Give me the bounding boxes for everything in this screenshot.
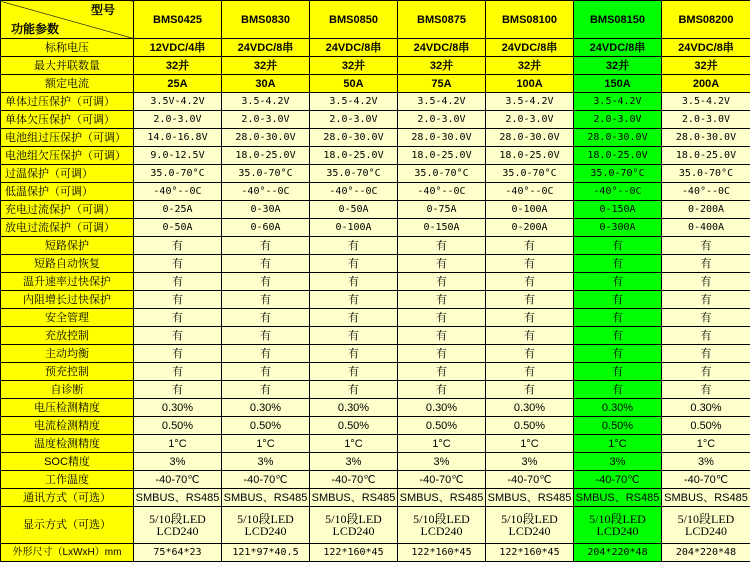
table-row: [1, 471, 750, 489]
table-cell: 有: [222, 291, 310, 309]
display-option-lcd: LCD240: [662, 525, 750, 537]
table-cell: 1°C: [222, 435, 310, 453]
table-cell: 有: [662, 309, 750, 327]
table-cell: [574, 507, 662, 544]
table-row: [1, 363, 750, 381]
table-cell: 1°C: [486, 435, 574, 453]
table-cell: 0-100A: [310, 219, 398, 237]
table-cell: 3.5-4.2V: [222, 93, 310, 111]
table-cell: 0.50%: [398, 417, 486, 435]
table-cell: SMBUS、RS485: [662, 489, 750, 507]
table-cell: 2.0-3.0V: [134, 111, 222, 129]
row-label: 内阻增长过快保护: [1, 291, 134, 309]
model-header: BMS0850: [310, 1, 398, 39]
table-cell: 1°C: [310, 435, 398, 453]
model-header: BMS0830: [222, 1, 310, 39]
table-cell: 32并: [398, 57, 486, 75]
table-row: [1, 237, 750, 255]
display-option-led: 5/10段LED: [222, 513, 309, 525]
table-cell: 0.30%: [662, 399, 750, 417]
model-header: BMS0425: [134, 1, 222, 39]
model-label: 型号: [91, 4, 115, 16]
row-label: 外形尺寸（LxWxH）mm: [1, 544, 134, 562]
display-option-lcd: LCD240: [486, 525, 573, 537]
table-cell: 35.0-70°C: [134, 165, 222, 183]
row-label: 工作温度: [1, 471, 134, 489]
model-header: BMS0875: [398, 1, 486, 39]
table-cell: 28.0-30.0V: [222, 129, 310, 147]
table-cell: 有: [222, 309, 310, 327]
table-cell: 32并: [662, 57, 750, 75]
row-label: 最大并联数量: [1, 57, 134, 75]
table-cell: 24VDC/8串: [486, 39, 574, 57]
table-cell: 有: [662, 237, 750, 255]
table-cell: 50A: [310, 75, 398, 93]
table-cell: 有: [662, 345, 750, 363]
table-cell: 有: [222, 345, 310, 363]
table-cell: 0-200A: [662, 201, 750, 219]
table-cell: 18.0-25.0V: [574, 147, 662, 165]
table-cell: 14.0-16.8V: [134, 129, 222, 147]
table-cell: 有: [134, 237, 222, 255]
table-cell: 0.30%: [310, 399, 398, 417]
table-cell: 有: [310, 237, 398, 255]
table-cell: 18.0-25.0V: [398, 147, 486, 165]
table-cell: 25A: [134, 75, 222, 93]
table-cell: 18.0-25.0V: [310, 147, 398, 165]
table-row: [1, 129, 750, 147]
display-option-led: 5/10段LED: [398, 513, 485, 525]
table-cell: 32并: [134, 57, 222, 75]
table-cell: 有: [134, 309, 222, 327]
table-cell: 24VDC/8串: [310, 39, 398, 57]
table-cell: 3%: [222, 453, 310, 471]
table-cell: 0.50%: [574, 417, 662, 435]
table-cell: 35.0-70°C: [222, 165, 310, 183]
table-cell: 75A: [398, 75, 486, 93]
row-label: 温度检测精度: [1, 435, 134, 453]
table-cell: 35.0-70°C: [310, 165, 398, 183]
row-label: 放电过流保护（可调）: [1, 219, 134, 237]
table-cell: 0-75A: [398, 201, 486, 219]
table-cell: 0-400A: [662, 219, 750, 237]
table-cell: 9.0-12.5V: [134, 147, 222, 165]
header-row: [1, 1, 750, 39]
table-cell: 有: [222, 363, 310, 381]
display-option-led: 5/10段LED: [134, 513, 221, 525]
table-row: [1, 345, 750, 363]
table-row: [1, 93, 750, 111]
table-cell: -40°--0C: [398, 183, 486, 201]
table-cell: 有: [310, 381, 398, 399]
table-cell: -40°--0C: [222, 183, 310, 201]
table-cell: SMBUS、RS485: [222, 489, 310, 507]
row-label: 短路自动恢复: [1, 255, 134, 273]
table-cell: 有: [222, 327, 310, 345]
model-header: BMS08200: [662, 1, 750, 39]
row-label: 电池组欠压保护（可调）: [1, 147, 134, 165]
table-cell: 122*160*45: [398, 544, 486, 562]
table-cell: 28.0-30.0V: [398, 129, 486, 147]
table-cell: 24VDC/8串: [222, 39, 310, 57]
table-row: [1, 39, 750, 57]
table-cell: 有: [398, 237, 486, 255]
table-cell: 有: [574, 381, 662, 399]
table-row: [1, 309, 750, 327]
table-cell: 2.0-3.0V: [486, 111, 574, 129]
table-cell: 0.50%: [662, 417, 750, 435]
row-label: 电流检测精度: [1, 417, 134, 435]
table-cell: SMBUS、RS485: [574, 489, 662, 507]
table-cell: SMBUS、RS485: [486, 489, 574, 507]
row-label: 电池组过压保护（可调）: [1, 129, 134, 147]
table-row: [1, 489, 750, 507]
table-cell: 有: [486, 291, 574, 309]
table-cell: 1°C: [574, 435, 662, 453]
table-cell: 2.0-3.0V: [574, 111, 662, 129]
table-row: [1, 327, 750, 345]
row-label: 充放控制: [1, 327, 134, 345]
table-cell: -40-70℃: [222, 471, 310, 489]
table-cell: 0.30%: [574, 399, 662, 417]
table-cell: 有: [310, 273, 398, 291]
table-cell: 0.30%: [222, 399, 310, 417]
display-option-led: 5/10段LED: [310, 513, 397, 525]
table-cell: 28.0-30.0V: [662, 129, 750, 147]
table-cell: SMBUS、RS485: [398, 489, 486, 507]
table-cell: SMBUS、RS485: [310, 489, 398, 507]
table-cell: 3.5-4.2V: [398, 93, 486, 111]
table-cell: 18.0-25.0V: [222, 147, 310, 165]
table-cell: 有: [574, 309, 662, 327]
table-cell: 有: [486, 381, 574, 399]
table-cell: [134, 507, 222, 544]
display-option-lcd: LCD240: [134, 525, 221, 537]
table-cell: 有: [398, 363, 486, 381]
table-cell: 200A: [662, 75, 750, 93]
row-label: 预充控制: [1, 363, 134, 381]
display-row: [1, 507, 750, 544]
row-label: SOC精度: [1, 453, 134, 471]
table-row: [1, 111, 750, 129]
row-label: 通讯方式（可选）: [1, 489, 134, 507]
row-label: 电压检测精度: [1, 399, 134, 417]
table-cell: 有: [486, 309, 574, 327]
table-cell: 1°C: [662, 435, 750, 453]
table-row: [1, 75, 750, 93]
table-cell: 0-50A: [134, 219, 222, 237]
size-row: [1, 544, 750, 562]
table-cell: [662, 507, 750, 544]
table-cell: 有: [134, 255, 222, 273]
table-cell: SMBUS、RS485: [134, 489, 222, 507]
table-cell: 28.0-30.0V: [574, 129, 662, 147]
table-cell: 有: [310, 345, 398, 363]
table-cell: -40°--0C: [134, 183, 222, 201]
row-label: 充电过流保护（可调）: [1, 201, 134, 219]
table-cell: 有: [662, 291, 750, 309]
table-row: [1, 147, 750, 165]
table-cell: 有: [574, 291, 662, 309]
table-cell: 35.0-70°C: [662, 165, 750, 183]
table-cell: 18.0-25.0V: [486, 147, 574, 165]
table-cell: 有: [398, 327, 486, 345]
table-cell: 0.50%: [222, 417, 310, 435]
table-cell: 1°C: [398, 435, 486, 453]
table-cell: [398, 507, 486, 544]
table-cell: 有: [486, 237, 574, 255]
table-cell: 3.5-4.2V: [662, 93, 750, 111]
table-cell: -40-70℃: [486, 471, 574, 489]
table-cell: 有: [398, 345, 486, 363]
table-cell: 2.0-3.0V: [310, 111, 398, 129]
table-cell: 12VDC/4串: [134, 39, 222, 57]
table-cell: 0.30%: [398, 399, 486, 417]
table-cell: 0-150A: [398, 219, 486, 237]
table-row: [1, 165, 750, 183]
display-option-led: 5/10段LED: [662, 513, 750, 525]
table-cell: 有: [134, 345, 222, 363]
table-cell: -40-70℃: [398, 471, 486, 489]
row-label: 温升速率过快保护: [1, 273, 134, 291]
table-row: [1, 291, 750, 309]
table-row: [1, 417, 750, 435]
table-cell: -40°--0C: [310, 183, 398, 201]
table-cell: 0.50%: [134, 417, 222, 435]
table-row: [1, 201, 750, 219]
table-cell: 0-200A: [486, 219, 574, 237]
table-cell: 35.0-70°C: [574, 165, 662, 183]
table-row: [1, 273, 750, 291]
display-option-led: 5/10段LED: [486, 513, 573, 525]
table-cell: 有: [398, 255, 486, 273]
table-cell: [310, 507, 398, 544]
table-cell: 18.0-25.0V: [662, 147, 750, 165]
table-cell: 有: [134, 273, 222, 291]
table-cell: 35.0-70°C: [398, 165, 486, 183]
table-cell: 0.50%: [486, 417, 574, 435]
table-cell: 24VDC/8串: [398, 39, 486, 57]
table-cell: 0.30%: [134, 399, 222, 417]
table-cell: 32并: [310, 57, 398, 75]
display-option-lcd: LCD240: [574, 525, 661, 537]
table-cell: 有: [662, 273, 750, 291]
parameter-label: 功能参数: [11, 23, 59, 35]
table-cell: 有: [310, 327, 398, 345]
table-cell: -40-70℃: [134, 471, 222, 489]
table-cell: 122*160*45: [486, 544, 574, 562]
table-cell: 24VDC/8串: [574, 39, 662, 57]
table-cell: 28.0-30.0V: [310, 129, 398, 147]
row-label: 自诊断: [1, 381, 134, 399]
table-cell: 有: [134, 291, 222, 309]
table-cell: 3%: [134, 453, 222, 471]
table-cell: 2.0-3.0V: [222, 111, 310, 129]
table-cell: 有: [310, 363, 398, 381]
table-cell: 有: [398, 381, 486, 399]
display-option-led: 5/10段LED: [574, 513, 661, 525]
table-cell: -40-70℃: [662, 471, 750, 489]
table-cell: -40°--0C: [574, 183, 662, 201]
table-cell: 204*220*48: [574, 544, 662, 562]
table-cell: 35.0-70°C: [486, 165, 574, 183]
table-cell: 3%: [574, 453, 662, 471]
table-cell: 有: [134, 363, 222, 381]
table-cell: [222, 507, 310, 544]
display-option-lcd: LCD240: [398, 525, 485, 537]
table-cell: 有: [486, 327, 574, 345]
table-cell: 有: [486, 363, 574, 381]
table-cell: 有: [134, 327, 222, 345]
display-option-lcd: LCD240: [310, 525, 397, 537]
row-label: 主动均衡: [1, 345, 134, 363]
table-cell: 有: [662, 327, 750, 345]
table-row: [1, 399, 750, 417]
row-label: 标称电压: [1, 39, 134, 57]
table-cell: 122*160*45: [310, 544, 398, 562]
table-cell: 0.50%: [310, 417, 398, 435]
table-cell: 3%: [486, 453, 574, 471]
table-cell: -40-70℃: [310, 471, 398, 489]
table-cell: 24VDC/8串: [662, 39, 750, 57]
model-header: BMS08150: [574, 1, 662, 39]
table-cell: 有: [486, 255, 574, 273]
table-row: [1, 57, 750, 75]
table-cell: 有: [574, 327, 662, 345]
table-cell: 3%: [398, 453, 486, 471]
table-cell: 75*64*23: [134, 544, 222, 562]
table-cell: 1°C: [134, 435, 222, 453]
row-label: 低温保护（可调）: [1, 183, 134, 201]
table-cell: 有: [486, 273, 574, 291]
table-row: [1, 381, 750, 399]
row-label: 显示方式（可选）: [1, 507, 134, 544]
table-cell: 3%: [310, 453, 398, 471]
table-cell: 有: [310, 309, 398, 327]
table-cell: 有: [662, 255, 750, 273]
table-cell: 30A: [222, 75, 310, 93]
table-cell: 204*220*48: [662, 544, 750, 562]
table-cell: [486, 507, 574, 544]
row-label: 过温保护（可调）: [1, 165, 134, 183]
table-cell: 有: [310, 255, 398, 273]
table-cell: 0.30%: [486, 399, 574, 417]
table-cell: 0-25A: [134, 201, 222, 219]
display-option-lcd: LCD240: [222, 525, 309, 537]
table-row: [1, 435, 750, 453]
table-cell: 0-300A: [574, 219, 662, 237]
table-cell: 有: [222, 255, 310, 273]
table-cell: 0-50A: [310, 201, 398, 219]
table-cell: 32并: [222, 57, 310, 75]
table-cell: 3.5-4.2V: [310, 93, 398, 111]
table-cell: 0-100A: [486, 201, 574, 219]
row-label: 单体欠压保护（可调）: [1, 111, 134, 129]
table-cell: 有: [574, 345, 662, 363]
table-cell: 3.5-4.2V: [574, 93, 662, 111]
table-cell: -40°--0C: [486, 183, 574, 201]
table-cell: 121*97*40.5: [222, 544, 310, 562]
model-header: BMS08100: [486, 1, 574, 39]
table-cell: 有: [222, 381, 310, 399]
table-cell: 有: [486, 345, 574, 363]
table-cell: 0-60A: [222, 219, 310, 237]
table-cell: 28.0-30.0V: [486, 129, 574, 147]
table-cell: -40°--0C: [662, 183, 750, 201]
table-row: [1, 255, 750, 273]
row-label: 安全管理: [1, 309, 134, 327]
table-cell: 0-30A: [222, 201, 310, 219]
table-cell: 有: [574, 273, 662, 291]
table-cell: 有: [574, 255, 662, 273]
table-cell: 有: [574, 237, 662, 255]
table-cell: 2.0-3.0V: [398, 111, 486, 129]
table-cell: 有: [574, 363, 662, 381]
table-cell: 有: [310, 291, 398, 309]
table-cell: 有: [398, 273, 486, 291]
table-cell: 有: [662, 363, 750, 381]
table-cell: 100A: [486, 75, 574, 93]
table-cell: 有: [398, 291, 486, 309]
row-label: 单体过压保护（可调）: [1, 93, 134, 111]
table-cell: 150A: [574, 75, 662, 93]
table-row: [1, 453, 750, 471]
table-cell: 32并: [574, 57, 662, 75]
table-cell: 有: [134, 381, 222, 399]
table-cell: 2.0-3.0V: [662, 111, 750, 129]
row-label: 额定电流: [1, 75, 134, 93]
table-cell: 3.5-4.2V: [486, 93, 574, 111]
table-cell: 32并: [486, 57, 574, 75]
table-cell: 有: [222, 273, 310, 291]
table-cell: 3%: [662, 453, 750, 471]
table-cell: 有: [662, 381, 750, 399]
corner-cell: [1, 1, 134, 39]
table-cell: -40-70℃: [574, 471, 662, 489]
row-label: 短路保护: [1, 237, 134, 255]
table-cell: 0-150A: [574, 201, 662, 219]
table-cell: 有: [398, 309, 486, 327]
table-cell: 3.5V-4.2V: [134, 93, 222, 111]
table-row: [1, 183, 750, 201]
table-row: [1, 219, 750, 237]
table-cell: 有: [222, 237, 310, 255]
